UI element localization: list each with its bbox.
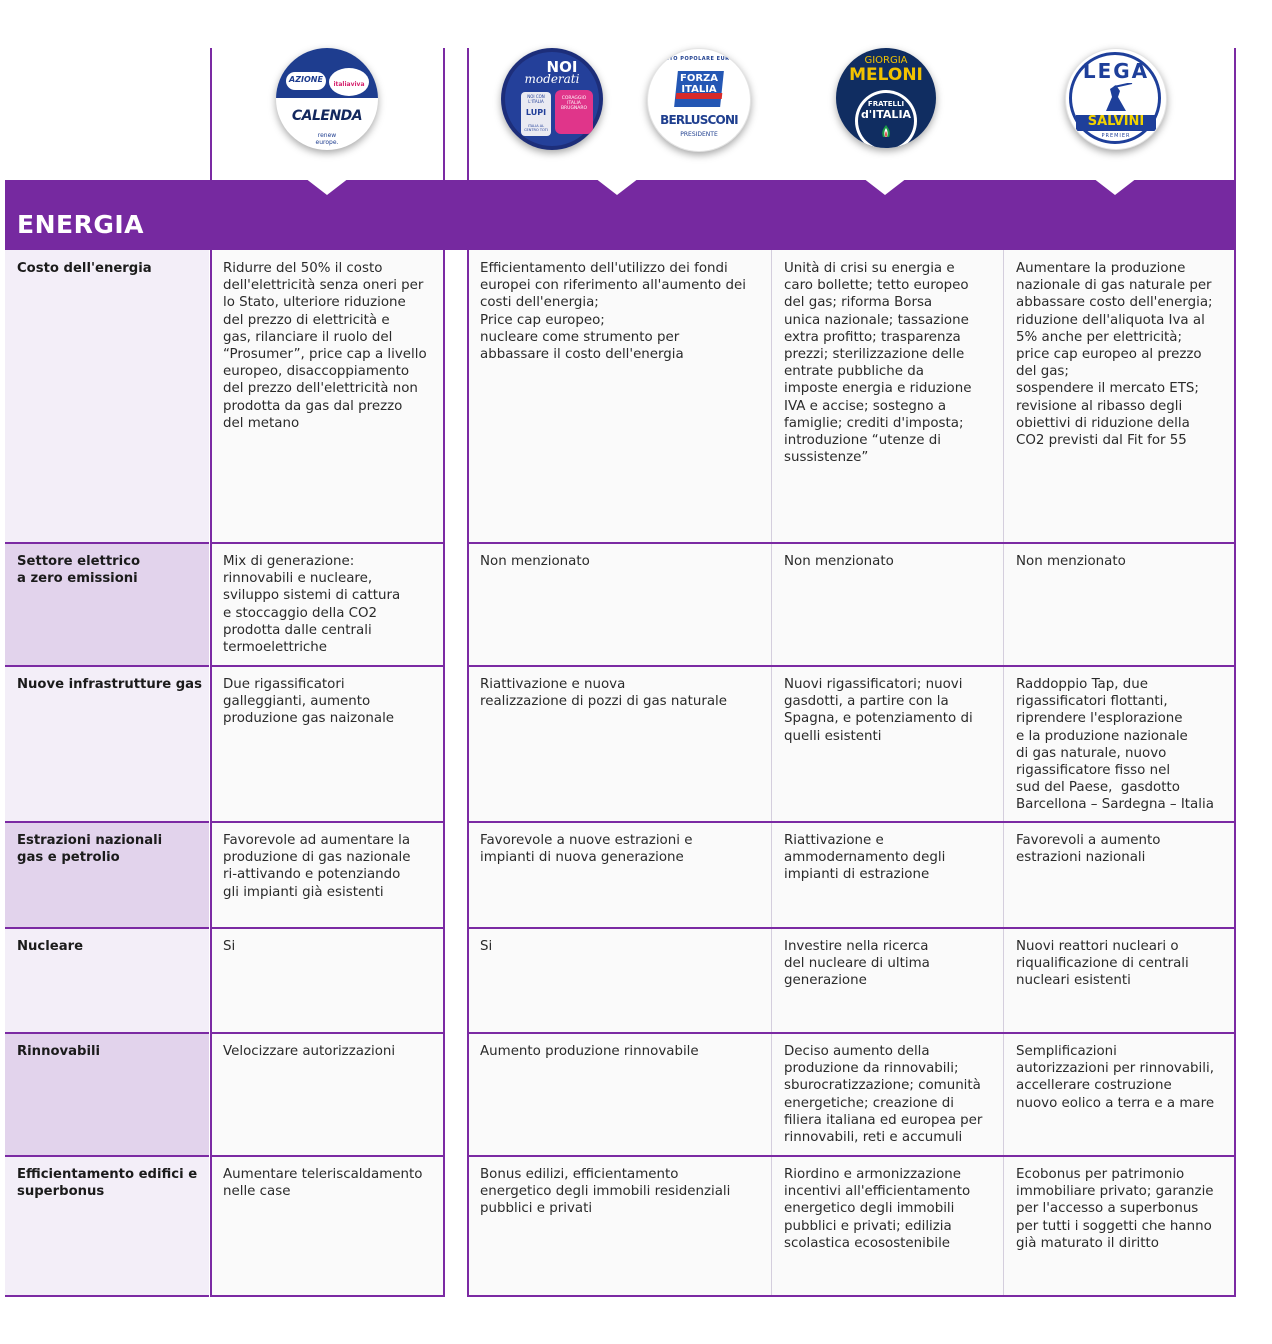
cell-line: estrazioni nazionali: [1016, 850, 1146, 866]
cell-line: “Prosumer”, price cap a livello: [223, 347, 427, 363]
cell-line: Unità di crisi su energia e: [784, 261, 955, 276]
table-cell: [1016, 832, 1160, 866]
cell-line: produzione gas naizonale: [223, 711, 395, 727]
table-cell: [1016, 553, 1126, 570]
cell-line: termoelettriche: [223, 640, 328, 656]
cell-line: incentivi all'efficientamento: [784, 1184, 971, 1200]
row-border: [210, 1155, 445, 1157]
row-label-line: Rinnovabili: [17, 1044, 101, 1059]
row-border: [467, 665, 1236, 667]
cell-line: impianti di estrazione: [784, 867, 930, 883]
table-cell: [223, 1043, 395, 1060]
table-cell: [1016, 938, 1189, 990]
cell-line: energetico degli immobili residenziali: [480, 1184, 731, 1200]
cell-line: immobiliare privato; garanzie: [1016, 1184, 1214, 1200]
cell-line: accellerare costruzione: [1016, 1078, 1172, 1094]
cell-line: riduzione dell'aliquota Iva al: [1016, 312, 1205, 328]
row-label: [17, 832, 207, 866]
table-cell: [1016, 1043, 1214, 1112]
cell-line: abbassare costo dell'energia;: [1016, 295, 1213, 311]
row-label-line: a zero emissioni: [17, 571, 138, 586]
row-border: [467, 927, 1236, 929]
row-border: [5, 665, 209, 667]
table-cell: [223, 676, 394, 728]
cell-line: costi dell'energia;: [480, 295, 599, 311]
cell-line: dell'elettricità senza oneri per: [223, 278, 424, 294]
cell-line: Si: [480, 939, 493, 954]
cell-line: obiettivi di riduzione della: [1016, 415, 1190, 431]
row-label-line: Settore elettrico: [17, 554, 141, 569]
row-cells-background: [211, 928, 443, 1033]
lega-name: LEGA: [1082, 59, 1150, 83]
band-notch: [1093, 178, 1137, 195]
row-border: [5, 542, 209, 544]
cell-line: unica nazionale; tassazione: [784, 312, 969, 328]
cell-line: Si: [223, 939, 236, 954]
cell-line: Aumentare teleriscaldamento: [223, 1167, 423, 1182]
row-border: [210, 927, 445, 929]
cell-line: caro bollette; tetto europeo: [784, 278, 969, 294]
table-cell: [784, 832, 945, 884]
cell-line: nucleare come strumento per: [480, 329, 680, 345]
cell-line: Favorevoli a aumento: [1016, 833, 1161, 848]
cell-line: Price cap europeo;: [480, 312, 605, 328]
table-cell: [223, 1166, 422, 1200]
row-label-line: Nucleare: [17, 939, 84, 954]
cell-line: Non menzionato: [480, 554, 590, 569]
cell-line: IVA e accise; sostegno a: [784, 398, 947, 414]
cell-line: Semplificazioni: [1016, 1044, 1117, 1059]
row-label: [17, 1043, 207, 1060]
premier-label: PREMIER: [1101, 133, 1131, 139]
cell-line: Efficientamento dell'utilizzo dei fondi: [480, 261, 728, 276]
table-cell: [480, 938, 492, 955]
cell-line: Mix di generazione:: [223, 554, 355, 569]
row-border: [467, 1155, 1236, 1157]
cell-line: price cap europeo al prezzo: [1016, 347, 1202, 363]
flame-icon: [880, 124, 892, 138]
cell-line: imposte energia e riduzione: [784, 381, 972, 397]
cell-line: Investire nella ricerca: [784, 939, 929, 954]
cell-line: Non menzionato: [784, 554, 894, 569]
cell-line: autorizzazioni per rinnovabili,: [1016, 1061, 1214, 1077]
cell-line: extra profitto; trasparenza: [784, 329, 961, 345]
italiaviva-label: italiaviva: [333, 81, 365, 88]
giorgia-label: GIORGIA: [864, 55, 908, 66]
cell-line: e stoccaggio della CO2: [223, 605, 378, 621]
cell-line: abbassare il costo dell'energia: [480, 347, 684, 363]
lupi-label: LUPI: [525, 108, 547, 117]
cell-line: Aumento produzione rinnovabile: [480, 1044, 699, 1059]
coraggio-italia-label: CORAGGIO ITALIA BRUGNARO: [560, 96, 588, 111]
cell-line: sviluppo sistemi di cattura: [223, 588, 401, 604]
cell-line: sburocratizzazione; comunità: [784, 1078, 981, 1094]
cell-line: energetiche; creazione di: [784, 1095, 954, 1111]
cell-line: Aumentare la produzione: [1016, 261, 1186, 276]
row-label-line: gas e petrolio: [17, 850, 120, 865]
cell-line: rigassificatore fisso nel: [1016, 763, 1171, 779]
calenda-logo: [276, 48, 378, 150]
cell-line: Favorevole ad aumentare la: [223, 833, 411, 848]
cell-line: sud del Paese, gasdotto: [1016, 780, 1180, 796]
cell-line: Ridurre del 50% il costo: [223, 261, 383, 276]
cell-line: nucleari esistenti: [1016, 973, 1131, 989]
fratelli-label: FRATELLI: [867, 100, 905, 108]
cell-line: revisione al ribasso degli: [1016, 398, 1183, 414]
cell-line: rinnovabili, reti e accumuli: [784, 1130, 963, 1146]
row-label: [17, 676, 207, 693]
cell-line: per l'accesso a superbonus: [1016, 1201, 1199, 1217]
cell-line: impianti di nuova generazione: [480, 850, 684, 866]
cell-line: ri-attivando e potenziando: [223, 867, 401, 883]
row-border: [467, 821, 1236, 823]
header-divider: [210, 48, 212, 180]
cell-line: del gas;: [1016, 364, 1069, 380]
presidente-label: PRESIDENTE: [680, 131, 718, 138]
cell-line: Non menzionato: [1016, 554, 1126, 569]
cell-line: nazionale di gas naturale per: [1016, 278, 1212, 294]
cell-line: pubblici e privati; edilizia: [784, 1218, 952, 1234]
cell-line: quelli esistenti: [784, 728, 882, 744]
column-separator: [1003, 250, 1004, 1296]
calenda-name: CALENDA: [291, 108, 363, 124]
row-label: [17, 260, 207, 277]
row-border: [210, 1032, 445, 1034]
cell-line: prodotta da gas dal prezzo: [223, 398, 403, 414]
cell-line: famiglie; crediti d'imposta;: [784, 415, 964, 431]
row-label-line: Efficientamento edifici e: [17, 1167, 198, 1182]
band-notch: [305, 178, 349, 195]
ditalia-label: d'ITALIA: [860, 108, 912, 121]
lega-logo: [1065, 48, 1167, 150]
row-border: [5, 821, 209, 823]
cell-line: gas, rilanciare il ruolo del: [223, 329, 393, 345]
row-border: [5, 1032, 209, 1034]
column-separator: [771, 250, 772, 1296]
cell-line: realizzazione di pozzi di gas naturale: [480, 694, 728, 710]
cell-line: filiera italiana ed europea per: [784, 1112, 983, 1128]
cell-line: riqualificazione di centrali: [1016, 956, 1189, 972]
header-divider: [1234, 48, 1236, 180]
cell-line: Nuovi rigassificatori; nuovi: [784, 677, 963, 692]
cell-line: Riordino e armonizzazione: [784, 1167, 961, 1182]
table-cell: [784, 938, 930, 990]
forza-italia-name: FORZA ITALIA: [679, 73, 719, 95]
cell-line: nelle case: [223, 1184, 291, 1200]
table-cell: [784, 676, 973, 745]
ppe-label: PARTITO POPOLARE EUROPEO: [650, 56, 748, 62]
column-border: [1234, 250, 1236, 1296]
row-border: [210, 1295, 445, 1297]
table-cell: [480, 260, 746, 363]
cell-line: del prezzo di elettricità e: [223, 312, 390, 328]
table-cell: [480, 1043, 699, 1060]
cell-line: Spagna, e potenziamento di: [784, 711, 973, 727]
noi-con-italia-label: NOI CON L'ITALIA: [527, 94, 545, 104]
cell-line: Bonus edilizi, efficientamento: [480, 1167, 679, 1182]
column-border: [210, 250, 212, 1296]
row-border: [5, 927, 209, 929]
cell-line: pubblici e privati: [480, 1201, 593, 1217]
row-border: [210, 821, 445, 823]
renew-europe-label: renew europe.: [315, 132, 339, 146]
cell-line: Barcellona – Sardegna – Italia: [1016, 797, 1214, 813]
cell-line: 5% anche per elettricità;: [1016, 329, 1183, 345]
berlusconi-label: BERLUSCONI: [660, 113, 738, 127]
cell-line: produzione da rinnovabili;: [784, 1061, 959, 1077]
row-label-line: Nuove infrastrutture gas: [17, 677, 202, 692]
table-cell: [1016, 676, 1214, 814]
table-cell: [223, 832, 411, 901]
section-title: ENERGIA: [17, 210, 144, 239]
alberto-da-giussano-icon: [1098, 83, 1134, 113]
noi-moderati-logo: [501, 48, 603, 150]
row-border: [467, 542, 1236, 544]
meloni-label: MELONI: [849, 65, 923, 85]
row-label: [17, 553, 207, 587]
fdi-logo: [836, 48, 936, 148]
table-cell: [480, 676, 727, 710]
cell-line: Nuovi reattori nucleari o: [1016, 939, 1179, 954]
cell-line: per tutti i soggetti che hanno: [1016, 1218, 1212, 1234]
band-notch: [863, 178, 907, 195]
header-divider: [443, 48, 445, 180]
noi-label: NOI: [546, 58, 578, 76]
cell-line: sospendere il mercato ETS;: [1016, 381, 1199, 397]
cell-line: scolastica ecosostenibile: [784, 1235, 951, 1251]
table-cell: [784, 260, 971, 466]
row-border: [467, 1295, 1236, 1297]
forza-italia-logo: [647, 48, 751, 152]
row-label-line: Costo dell'energia: [17, 261, 152, 276]
table-cell: [784, 553, 894, 570]
row-border: [5, 1295, 209, 1297]
cell-line: introduzione “utenze di: [784, 433, 941, 449]
cell-line: nuovo eolico a terra e a mare: [1016, 1095, 1215, 1111]
table-cell: [480, 832, 692, 866]
cell-line: del prezzo dell'elettricità non: [223, 381, 418, 397]
cell-line: del metano: [223, 415, 300, 431]
cell-line: Ecobonus per patrimonio: [1016, 1167, 1185, 1182]
table-cell: [1016, 260, 1213, 449]
cell-line: riprendere l'esplorazione: [1016, 711, 1183, 727]
row-label: [17, 938, 207, 955]
row-label-line: Estrazioni nazionali: [17, 833, 163, 848]
cell-line: Raddoppio Tap, due: [1016, 677, 1148, 692]
salvini-label: SALVINI: [1087, 114, 1145, 129]
table-cell: [784, 1043, 982, 1146]
table-cell: [480, 553, 590, 570]
cell-line: gli impianti già esistenti: [223, 884, 384, 900]
cell-line: entrate pubbliche da: [784, 364, 924, 380]
cell-line: del gas; riforma Borsa: [784, 295, 933, 311]
cell-line: del nucleare di ultima: [784, 956, 930, 972]
cell-line: generazione: [784, 973, 867, 989]
cell-line: rigassificatori flottanti,: [1016, 694, 1168, 710]
table-cell: [223, 260, 427, 432]
cell-line: Due rigassificatori: [223, 677, 345, 692]
toti-label: ITALIA AL CENTRO TOTI: [524, 124, 548, 132]
table-cell: [223, 553, 400, 656]
table-cell: [1016, 1166, 1214, 1252]
cell-line: Riattivazione e nuova: [480, 677, 626, 692]
cell-line: Favorevole a nuove estrazioni e: [480, 833, 693, 848]
table-cell: [784, 1166, 970, 1252]
table-cell: [480, 1166, 730, 1218]
moderati-label: moderati: [524, 72, 580, 86]
column-border: [443, 250, 445, 1296]
cell-line: ammodernamento degli: [784, 850, 946, 866]
row-label-background: [5, 250, 209, 543]
header-divider: [467, 48, 469, 180]
cell-line: europeo, disaccoppiamento: [223, 364, 410, 380]
row-label: [17, 1166, 207, 1200]
cell-line: prodotta dalle centrali: [223, 622, 372, 638]
cell-line: Riattivazione e: [784, 833, 884, 848]
cell-line: CO2 previsti dal Fit for 55: [1016, 433, 1187, 449]
azione-label: AZIONE: [289, 75, 323, 84]
cell-line: di gas naturale, nuovo: [1016, 745, 1167, 761]
row-label-line: superbonus: [17, 1184, 105, 1199]
row-border: [210, 665, 445, 667]
cell-line: rinnovabili e nucleare,: [223, 571, 373, 587]
row-border: [467, 1032, 1236, 1034]
column-border: [467, 250, 469, 1296]
cell-line: Deciso aumento della: [784, 1044, 930, 1059]
cell-line: prezzi; sterilizzazione delle: [784, 347, 965, 363]
cell-line: Velocizzare autorizzazioni: [223, 1044, 396, 1059]
cell-line: gasdotti, a partire con la: [784, 694, 949, 710]
cell-line: e la produzione nazionale: [1016, 728, 1188, 744]
cell-line: galleggianti, aumento: [223, 694, 371, 710]
table-cell: [223, 938, 235, 955]
row-border: [5, 1155, 209, 1157]
cell-line: già maturato il diritto: [1016, 1235, 1159, 1251]
row-border: [210, 542, 445, 544]
cell-line: energetico degli immobili: [784, 1201, 955, 1217]
cell-line: europei con riferimento all'aumento dei: [480, 278, 746, 294]
cell-line: lo Stato, ulteriore riduzione: [223, 295, 406, 311]
cell-line: sussistenze”: [784, 450, 869, 466]
band-notch: [595, 178, 639, 195]
cell-line: produzione di gas nazionale: [223, 850, 411, 866]
